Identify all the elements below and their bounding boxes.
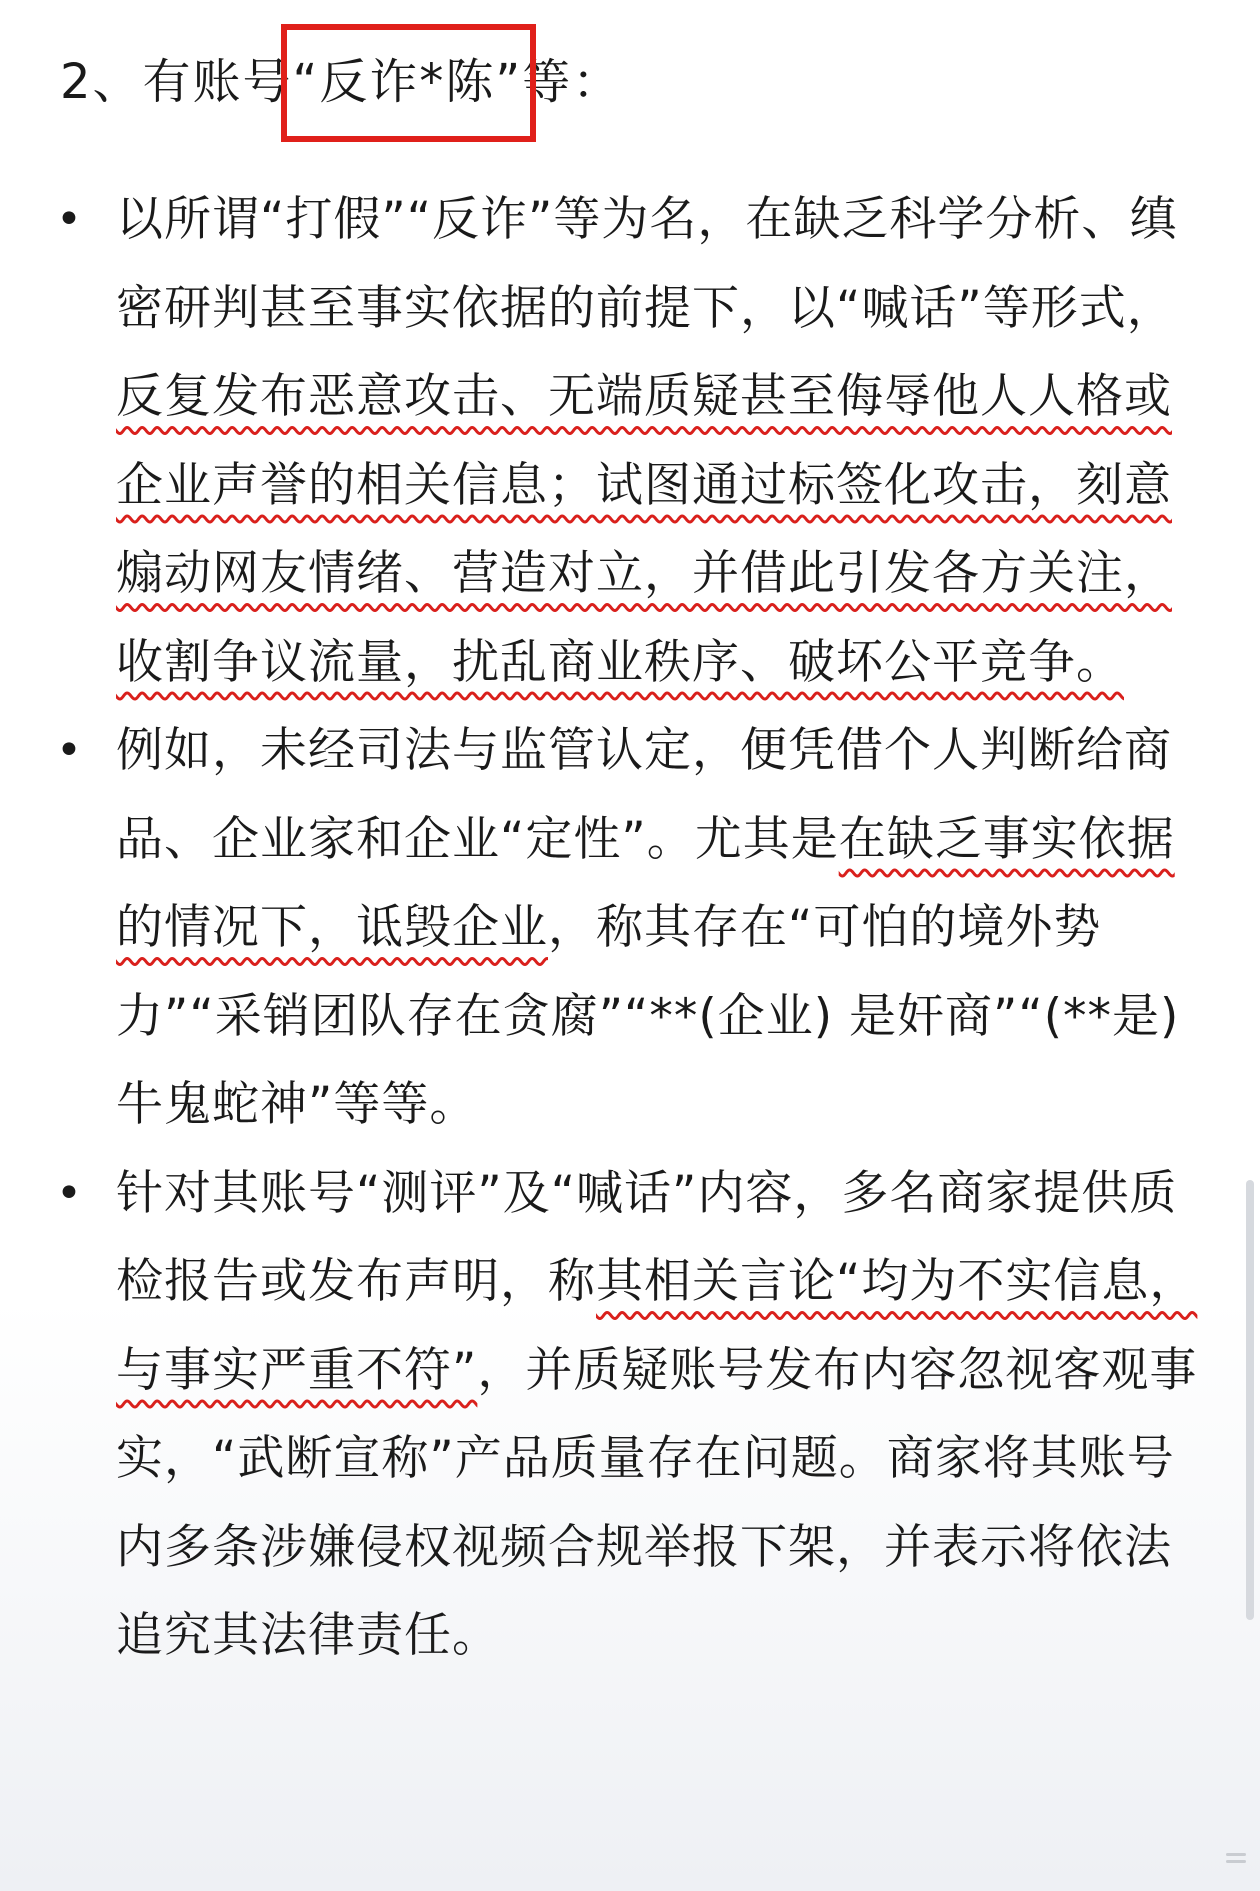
bullet-dot: • xyxy=(56,194,82,245)
heading-suffix: 等： xyxy=(522,54,623,110)
underlined-segment: 在缺乏事实依据的情况下，诋毁企业 xyxy=(116,811,1175,955)
bullet-paragraph-2 xyxy=(116,707,1212,1150)
scroll-grip-icon[interactable] xyxy=(1226,1853,1246,1871)
bullet-paragraph-3 xyxy=(116,1150,1212,1681)
underlined-segment: 其相关言论“均为不实信息，与事实严重不符” xyxy=(116,1254,1198,1398)
bullet-list xyxy=(52,176,1212,1681)
underlined-segment: 反复发布恶意攻击、无端质疑甚至侮辱他人人格或企业声誉的相关信息；试图通过标签化攻击，刻意煽动网友情绪、营造对立，并借此引发各方关注，收割争议流量，扰乱商业秩序、破坏公平竞争。 xyxy=(116,369,1172,690)
grip-line xyxy=(1226,1853,1246,1856)
highlighted-account-name: “反诈*陈” xyxy=(293,42,523,122)
section-heading xyxy=(60,42,622,122)
text-segment: ，称其存在“可怕的境外势力”“采销团队存在贪腐”“**(企业) 是奸商”“(**是) 牛鬼蛇神”等等。 xyxy=(116,900,1180,1132)
text-segment: 针对其账号“测评”及“喊话”内容，多名商家提供质检报告或发布声明，称 xyxy=(116,1165,1178,1309)
text-segment: 例如，未经司法与监管认定，便凭借个人判断给商品、企业家和企业“定性”。尤其是 xyxy=(116,723,1172,867)
grip-line xyxy=(1226,1860,1246,1863)
bullet-item-2 xyxy=(52,707,1212,1150)
bullet-paragraph-1 xyxy=(116,176,1212,707)
text-segment: ，并质疑账号发布内容忽视客观事实，“武断宣称”产品质量存在问题。商家将其账号内多条涉嫌侵权视频合规举报下架，并表示将依法追究其法律责任。 xyxy=(116,1342,1198,1663)
text-segment: 以所谓“打假”“反诈”等为名，在缺乏科学分析、缜密研判甚至事实依据的前提下，以“喊话”等形式， xyxy=(116,192,1178,336)
scrollbar[interactable] xyxy=(1246,1180,1254,1620)
bullet-dot: • xyxy=(56,725,82,776)
bullet-dot: • xyxy=(56,1167,82,1219)
heading-prefix: 2、有账号 xyxy=(60,54,293,110)
bullet-item-1 xyxy=(52,176,1212,707)
bullet-item-3 xyxy=(52,1150,1212,1681)
